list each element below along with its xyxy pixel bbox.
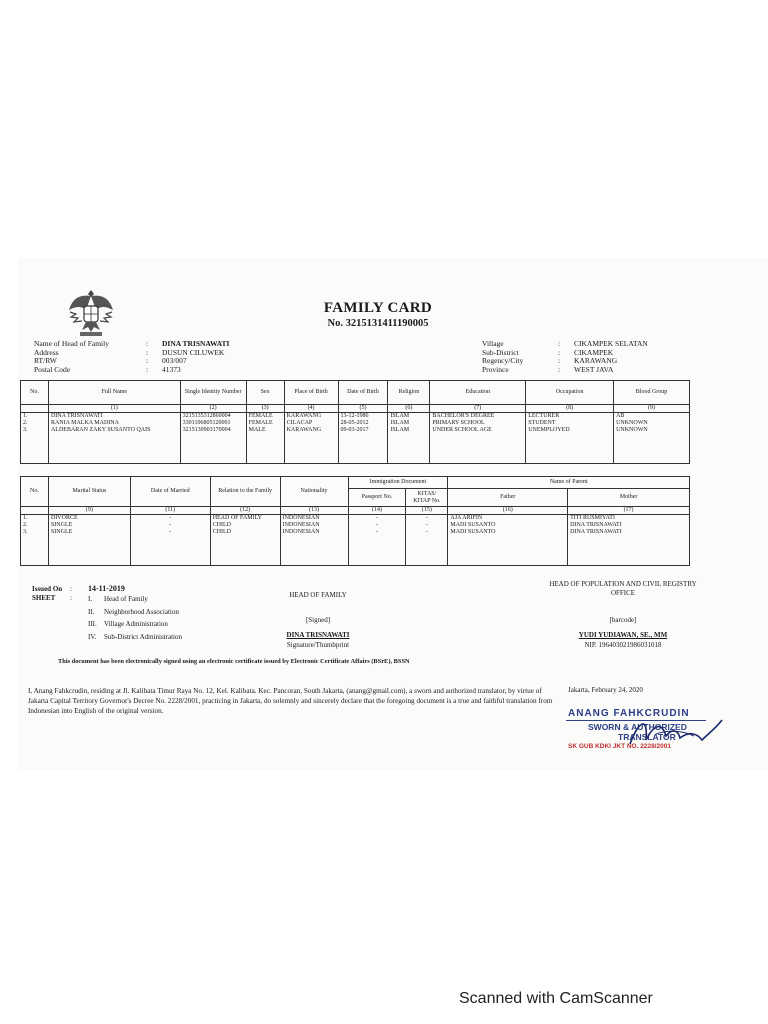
info-label: RT/RW [34, 356, 57, 366]
head-of-family-title: HEAD OF FAMILY [289, 591, 347, 599]
column-number: (4) [284, 405, 338, 413]
column-header: Immigration Document [348, 477, 448, 489]
relations: HEAD OF FAMILY CHILD CHILD [210, 515, 280, 566]
stamp-role: SWORN & AUTHORIZED [588, 722, 687, 732]
info-label: Village [482, 339, 504, 348]
column-header: Education [430, 381, 526, 405]
column-number: (15) [406, 507, 448, 515]
info-value: 003/007 [162, 356, 187, 366]
family-card-document: FAMILY CARD No. 3215131411190005 Name of Head of Family : DINA TRISNAWATI Address : DUSUN CILUWEK RT/RW : 003/007 Postal Code : 41373 Village : CIKAMPEK SELATAN Sub-District : CIKAMPEK Regency/City : KARAWANG Province : WEST JAVA No. Full Name Single Identity Number Sex Place of Birth Date of Birth Religion Education Occupation Blood Group (1) (2) (3) (4) (5) (6) (7) (8) (9) 1. 2. 3. DINA TRISNAWATI RANIA MALKA MADINA ALDEBARAN ZAKY SUSANTO QAIS 3215135312860004 3301106805120001 3215130903170004 FEMALE FEMALE MALE KARAWANG CILACAP KARAWANG 13-12-1986 28-05-2012 09-03-2017 ISLAM ISLAM ISLAM BACHELOR'S DEGREE PRIMARY SCHOOL UNDER SCHOOL AGE LECTURER STUDENT UNEMPLOYED AB UNKNOWN UNKNOWN No. Marital Status Date of Married Relation to the Family Nationality Immigration Document Name of Parent Passport No. KITAS/ KITAP No. Father Mother (9) (11) (12) (13) (14) (15) (16) (17) 1. 2. 3. DIVORCE SINGLE SINGLE - - - HEAD OF FAMILY CHILD CHILD INDONESIAN INDONESIAN INDONESIAN - - - - - - AJA ARIFIN MADI SUSANTO MADI SUSANTO TITI RUSMIYATI DINA TRISNAWATI DINA TRISNAWATI Issued On : 14-11-2019 SHEET : I. Head of Family II. Neighborhood Association III. Village Administration IV. Sub-District Administration HEAD OF FAMILY [Signed] DINA TRISNAWATI Signature/Thumbprint HEAD OF POPULATION AND CIVIL REGISTRY OFFICE [barcode] YUDI YUDIAWAN, SE., MM NIP. 196403021986031018 This document has been electronically signed using an electronic certificate issued by Electronic Certificate Affairs (BSrE), BSSN I, Anang Fahkcrudin, residing at Jl. Kalibata Timur Raya No. 12, Kel. Kalibata. Kec. Pancoran, South Jakarta, (anang@gmail.com), a sworn and authorized translator, by virtue of Jakarta Capital Territory Governor's Decree No. 2228/2001, practicing in Jakarta, do solemnly and sincerely declare that the foregoing document is a true and faithful translation from Indonesian into English of the original version. Jakarta, February 24, 2020 ANANG FAHKCRUDIN SWORN & AUTHORIZED TRANSLATOR SK GUB KDKI JKT NO. 2228/2001 [18, 258, 768, 770]
column-header: Passport No. [348, 489, 406, 507]
column-header: KITAS/ KITAP No. [406, 489, 448, 507]
sheet-item [88, 593, 182, 606]
camscanner-watermark: Scanned with CamScanner [459, 990, 653, 1007]
nationalities: INDONESIAN INDONESIAN INDONESIAN [280, 515, 348, 566]
column-number: (8) [526, 405, 614, 413]
sheet-label-text: Sub-District Administration [104, 632, 182, 641]
table-header-row [21, 477, 690, 489]
father-names: AJA ARIFIN MADI SUSANTO MADI SUSANTO [448, 515, 568, 566]
official-nip: NIP. 196403021986031018 [584, 641, 662, 649]
column-header: Date of Birth [338, 381, 388, 405]
column-header: Place of Birth [284, 381, 338, 405]
column-number: (14) [348, 507, 406, 515]
info-row: RT/RW : 003/007 [34, 356, 187, 366]
info-value: KARAWANG [574, 356, 618, 366]
column-number: (6) [388, 405, 430, 413]
column-header: Occupation [526, 381, 614, 405]
info-row: Regency/City : KARAWANG [482, 356, 618, 366]
column-header: Mother [568, 489, 690, 507]
row-numbers: 1. 2. 3. [21, 413, 49, 464]
card-number: No. 3215131411190005 [327, 318, 429, 329]
head-info-block [34, 340, 229, 374]
sheet-number: IV. [88, 632, 97, 641]
head-signed-placeholder: [Signed] [305, 616, 331, 624]
column-header: Full Name [48, 381, 180, 405]
issued-date: 14-11-2019 [88, 584, 125, 593]
info-value: 41373 [162, 364, 181, 374]
sheet-number: III. [88, 620, 97, 629]
handwritten-signature-icon [626, 714, 726, 750]
column-header: Date of Married [130, 477, 210, 507]
office-title: HEAD OF POPULATION AND CIVIL REGISTRY [549, 580, 697, 588]
info-row: Address : DUSUN CILUWEK [34, 347, 225, 357]
table-row [21, 413, 690, 464]
document-title: FAMILY CARD [323, 300, 433, 316]
sheet-label-text: Neighborhood Association [104, 607, 179, 616]
info-label: Postal Code [34, 364, 71, 374]
column-number: (5) [338, 405, 388, 413]
table-row [21, 515, 690, 566]
electronic-signature-note: This document has been electronically signed using an electronic certificate issued by Electronic Certificate Affairs (BSrE), BSSN [58, 658, 410, 665]
info-row: Sub-District : CIKAMPEK [482, 347, 614, 357]
blood-groups: AB UNKNOWN UNKNOWN [614, 413, 690, 464]
info-row: Name of Head of Family : DINA TRISNAWATI [34, 339, 230, 348]
info-value: DINA TRISNAWATI [162, 339, 230, 348]
sheet-list [88, 593, 182, 643]
status-table [20, 476, 690, 566]
sheet-number: I. [88, 595, 93, 603]
dates-of-birth: 13-12-1986 28-05-2012 09-03-2017 [338, 413, 388, 464]
sheet-item [88, 606, 182, 619]
info-value: CIKAMPEK [574, 347, 614, 357]
translator-statement: I, Anang Fahkcrudin, residing at Jl. Kalibata Timur Raya No. 12, Kel. Kalibata. Kec. Pancoran, South Jakarta, (anang@gmail.com), a sworn and authorized translator, by virtue of Jakarta Capital Territory Governor's Decree No. 2228/2001, practicing in Jakarta, do solemnly and sincerely declare that the foregoing document is a true and faithful translation from Indonesian into English of the original version. [28, 687, 553, 715]
stamp-name: ANANG FAHKCRUDIN [568, 708, 690, 719]
column-number: (17) [568, 507, 690, 515]
sheet-label-text: Head of Family [104, 595, 148, 603]
info-value: DUSUN CILUWEK [162, 347, 225, 357]
mother-names: TITI RUSMIYATI DINA TRISNAWATI DINA TRISNAWATI [568, 515, 690, 566]
column-number: (12) [210, 507, 280, 515]
translation-place-date: Jakarta, February 24, 2020 [568, 686, 643, 694]
sheet-number: II. [88, 607, 95, 616]
identity-numbers: 3215135312860004 3301106805120001 3215130903170004 [180, 413, 246, 464]
info-row: Province : WEST JAVA [482, 364, 614, 374]
educations: BACHELOR'S DEGREE PRIMARY SCHOOL UNDER SCHOOL AGE [430, 413, 526, 464]
barcode-placeholder: [barcode] [609, 616, 637, 624]
info-label: Name of Head of Family [34, 339, 109, 348]
kitas-numbers: - - - [406, 515, 448, 566]
column-header: Blood Group [614, 381, 690, 405]
column-header: No. [21, 477, 49, 507]
column-number: (7) [430, 405, 526, 413]
head-of-family-name: DINA TRISNAWATI [286, 631, 350, 639]
stamp-role-2: TRANSLATOR [618, 732, 676, 742]
column-header: Single Identity Number [180, 381, 246, 405]
column-header: No. [21, 381, 49, 405]
table-header-row [21, 381, 690, 405]
column-number [21, 405, 49, 413]
location-info-block [482, 340, 648, 374]
column-number: (16) [448, 507, 568, 515]
official-name: YUDI YUDIAWAN, SE., MM [578, 631, 668, 639]
translator-stamp [566, 698, 726, 750]
row-numbers: 1. 2. 3. [21, 515, 49, 566]
column-number: (13) [280, 507, 348, 515]
members-table [20, 380, 690, 464]
column-header: Nationality [280, 477, 348, 507]
column-header: Father [448, 489, 568, 507]
places-of-birth: KARAWANG CILACAP KARAWANG [284, 413, 338, 464]
signature-caption: Signature/Thumbprint [286, 641, 350, 649]
issued-label: Issued On [32, 585, 63, 593]
full-names: DINA TRISNAWATI RANIA MALKA MADINA ALDEBARAN ZAKY SUSANTO QAIS [48, 413, 180, 464]
sheet-item [88, 631, 182, 644]
sheet-label: SHEET [32, 594, 56, 602]
sex-values: FEMALE FEMALE MALE [246, 413, 284, 464]
marital-statuses: DIVORCE SINGLE SINGLE [48, 515, 130, 566]
column-number: (9) [48, 507, 130, 515]
column-number-row [21, 507, 690, 515]
column-header: Marital Status [48, 477, 130, 507]
column-number: (3) [246, 405, 284, 413]
info-label: Sub-District [482, 347, 519, 357]
office-title-line-2: OFFICE [610, 589, 636, 597]
info-label: Regency/City [482, 356, 524, 366]
info-value: CIKAMPEK SELATAN [574, 339, 648, 348]
occupations: LECTURER STUDENT UNEMPLOYED [526, 413, 614, 464]
column-header: Religion [388, 381, 430, 405]
column-header: Relation to the Family [210, 477, 280, 507]
stamp-sk-number: SK GUB KDKI JKT NO. 2228/2001 [568, 743, 671, 750]
column-number: (1) [48, 405, 180, 413]
info-label: Province [482, 364, 509, 374]
column-number [21, 507, 49, 515]
garuda-emblem-icon [68, 286, 114, 338]
info-row: Village : CIKAMPEK SELATAN [482, 339, 648, 348]
info-label: Address [34, 347, 59, 357]
column-number: (9) [614, 405, 690, 413]
marriage-dates: - - - [130, 515, 210, 566]
sheet-label-text: Village Administration [104, 620, 168, 629]
info-row: Postal Code : 41373 [34, 364, 181, 374]
column-header: Sex [246, 381, 284, 405]
passport-numbers: - - - [348, 515, 406, 566]
column-number-row [21, 405, 690, 413]
sheet-item [88, 618, 182, 631]
column-number: (2) [180, 405, 246, 413]
column-header: Name of Parent [448, 477, 690, 489]
column-number: (11) [130, 507, 210, 515]
info-value: WEST JAVA [574, 364, 614, 374]
religions: ISLAM ISLAM ISLAM [388, 413, 430, 464]
